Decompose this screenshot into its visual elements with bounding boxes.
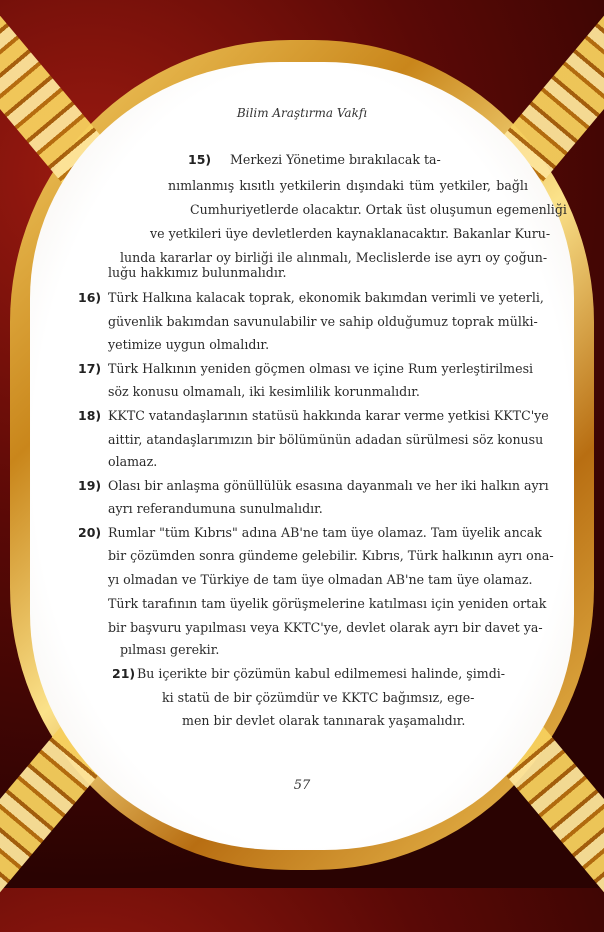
item-number: 15) [188,152,212,167]
text-line: Olası bir anlaşma gönüllülük esasına dayanmalı ve her iki halkın ayrı [108,478,549,493]
text-line: Bu içerikte bir çözümün kabul edilmemesi halinde, şimdi- [137,666,506,681]
text-line: ayrı referandumuna sunulmalıdır. [108,501,323,516]
item-number: 20) [78,525,102,540]
text-line: söz konusu olmamalı, iki kesimlilik korunmalıdır. [108,384,420,399]
text-line: lunda kararlar oy birliği ile alınmalı, Meclislerde ise ayrı oy çoğun- [120,250,548,265]
text-line: pılması gerekir. [120,642,220,657]
item-number: 19) [78,478,102,493]
running-header: Bilim Araştırma Vakfı [236,106,368,120]
text-line: aittir, atandaşlarımızın bir bölümünün adadan sürülmesi söz konusu [108,432,544,447]
text-line: ki statü de bir çözümdür ve KKTC bağımsız, ege- [162,690,475,705]
text-line: olamaz. [108,454,158,469]
text-line: bir çözümden sonra gündeme gelebilir. Kıbrıs, Türk halkının ayrı ona- [108,548,554,563]
item-number: 18) [78,408,102,423]
page-number: 57 [293,778,311,793]
text-line: güvenlik bakımdan savunulabilir ve sahip olduğumuz toprak mülki- [108,314,538,329]
text-line: Cumhuriyetlerde olacaktır. Ortak üst oluşumun egemenliği [190,202,567,217]
item-number: 17) [78,361,102,376]
text-line: yı olmadan ve Türkiye de tam üye olmadan AB'ne tam üye olamaz. [108,572,533,587]
text-line: Türk Halkına kalacak toprak, ekonomik bakımdan verimli ve yeterli, [108,290,544,305]
item-number: 21) [112,666,136,681]
text-line: men bir devlet olarak tanınarak yaşamalıdır. [182,713,466,728]
item-number: 16) [78,290,102,305]
text-line: Türk tarafının tam üyelik görüşmelerine katılması için yeniden ortak [108,596,547,611]
text-line: nımlanmış kısıtlı yetkilerin dışındaki tüm yetkiler, bağlı [168,178,528,193]
text-line: yetimize uygun olmalıdır. [108,337,270,352]
text-line: Merkezi Yönetime bırakılacak ta- [230,152,441,167]
text-line: Rumlar "tüm Kıbrıs" adına AB'ne tam üye olamaz. Tam üyelik ancak [108,525,542,540]
text-line: luğu hakkımız bulunmalıdır. [108,265,287,280]
text-line: Türk Halkının yeniden göçmen olması ve içine Rum yerleştirilmesi [108,361,534,376]
text-line: bir başvuru yapılması veya KKTC'ye, devlet olarak ayrı bir davet ya- [108,620,543,635]
text-line: KKTC vatandaşlarının statüsü hakkında karar verme yetkisi KKTC'ye [108,408,549,423]
text-line: ve yetkileri üye devletlerden kaynaklanacaktır. Bakanlar Kuru- [150,226,551,241]
